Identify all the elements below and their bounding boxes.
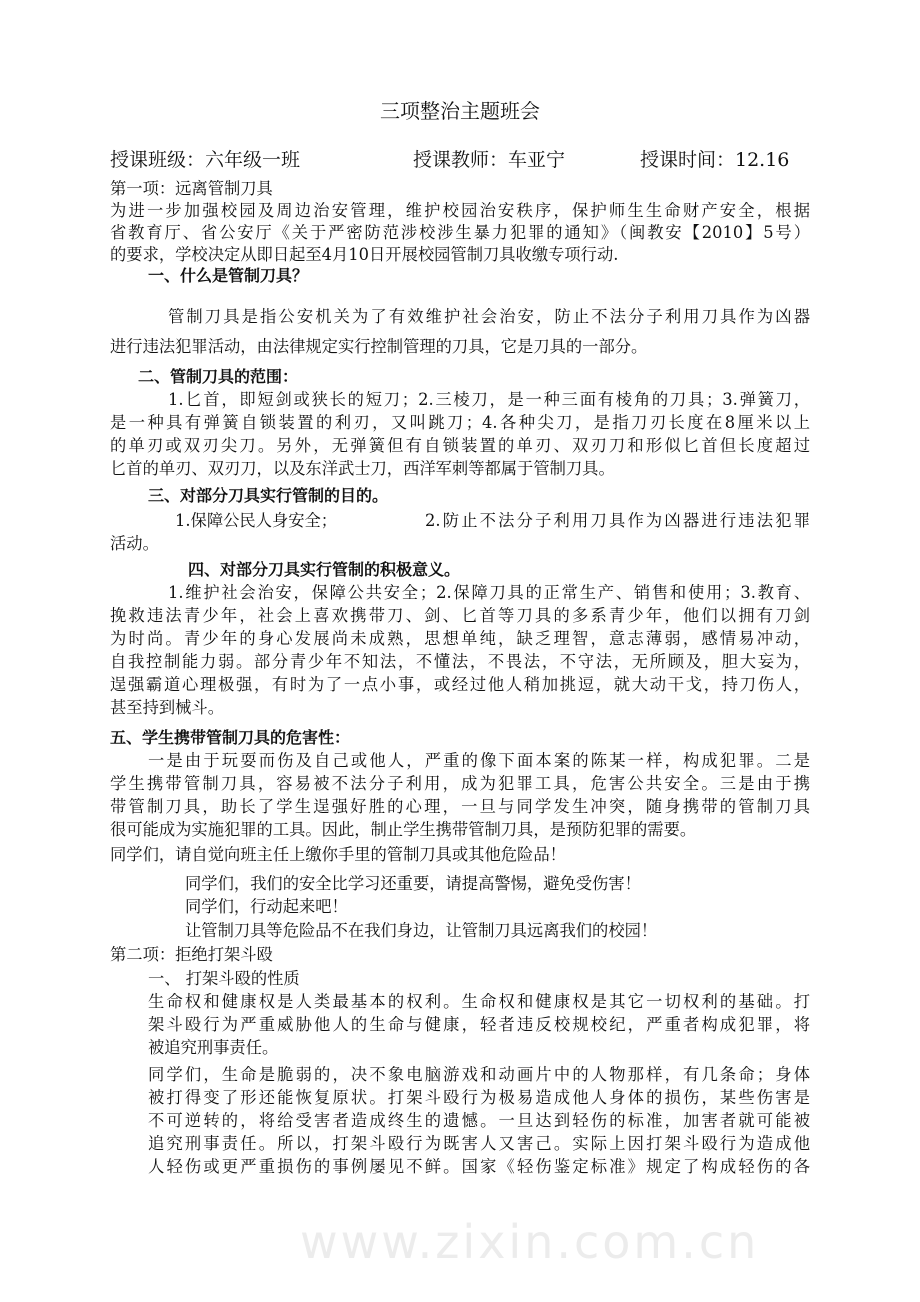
section-heading: 三、对部分刀具实行管制的目的。 xyxy=(148,486,389,505)
text-line: 一是由于玩耍而伤及自己或他人，严重的像下面本案的陈某一样，构成犯罪。二是 xyxy=(148,751,810,770)
text-line: 学生携带管制刀具，容易被不法分子利用，成为犯罪工具，危害公共安全。三是由于携 xyxy=(110,774,810,793)
teacher-info: 授课教师：车亚宁 xyxy=(413,149,566,171)
text-line: 挽救违法青少年，社会上喜欢携带刀、剑、匕首等刀具的多系青少年，他们以拥有刀剑 xyxy=(110,606,810,625)
text-line: 同学们，生命是脆弱的，决不象电脑游戏和动画片中的人物那样，有几条命；身体 xyxy=(148,1065,810,1084)
text-line: 被追究刑事责任。 xyxy=(148,1038,279,1057)
text-line: 人轻伤或更严重损伤的事例屡见不鲜。国家《轻伤鉴定标准》规定了构成轻伤的各 xyxy=(148,1157,810,1176)
text-line: 同学们，行动起来吧！ xyxy=(185,897,348,916)
text-line: 一、 打架斗殴的性质 xyxy=(148,969,300,988)
text-line: 活动。 xyxy=(110,534,159,553)
section-heading: 二、管制刀具的范围： xyxy=(138,367,299,386)
text-line: 不可逆转的，将给受害者造成终生的遗憾。一旦达到轻伤的标准，加害者就可能被 xyxy=(148,1111,810,1130)
text-line: 追究刑事责任。所以，打架斗殴行为既害人又害己。实际上因打架斗殴行为造成他 xyxy=(148,1134,810,1153)
text-line: 带管制刀具，助长了学生逞强好胜的心理，一旦与同学发生冲突，随身携带的管制刀具 xyxy=(110,797,810,816)
text-line: 很可能成为实施犯罪的工具。因此，制止学生携带管制刀具，是预防犯罪的需要。 xyxy=(110,820,697,839)
text-line: 同学们，我们的安全比学习还重要，请提高警惕，避免受伤害！ xyxy=(185,874,641,893)
class-info: 授课班级：六年级一班 xyxy=(110,149,301,171)
text-line: 为时尚。青少年的身心发展尚未成熟，思想单纯，缺乏理智，意志薄弱，感情易冲动， xyxy=(110,629,810,648)
text-line: 自我控制能力弱。部分青少年不知法，不懂法，不畏法，不守法，无所顾及，胆大妄为， xyxy=(110,652,810,671)
text-line: 同学们，请自觉向班主任上缴你手里的管制刀具或其他危险品！ xyxy=(110,845,566,864)
text-line: 被打得变了形还能恢复原状。打架斗殴行为极易造成他人身体的损伤，某些伤害是 xyxy=(148,1088,810,1107)
text-line: 1.保障公民人身安全； xyxy=(175,511,338,530)
section-heading: 五、学生携带管制刀具的危害性： xyxy=(110,728,351,747)
text-line: 管制刀具是指公安机关为了有效维护社会治安，防止不法分子利用刀具作为凶器 xyxy=(168,307,810,326)
text-line: 是一种具有弹簧自锁装置的利刃，又叫跳刀；4.各种尖刀，是指刀刃长度在8厘米以上 xyxy=(110,413,810,432)
text-line: 的要求，学校决定从即日起至4月10日开展校园管制刀具收缴专项行动. xyxy=(110,245,619,264)
text-line: 让管制刀具等危险品不在我们身边，让管制刀具远离我们的校园！ xyxy=(185,921,658,940)
text-line: 甚至持到械斗。 xyxy=(110,698,224,717)
text-line: 匕首的单刃、双刃刀，以及东洋武士刀，西洋军刺等都属于管制刀具。 xyxy=(110,459,615,478)
text-line: 为进一步加强校园及周边治安管理，维护校园治安秩序，保护师生生命财产安全，根据 xyxy=(110,201,810,220)
watermark: www.zixin.com.cn xyxy=(300,1215,760,1269)
text-line: 架斗殴行为严重威胁他人的生命与健康，轻者违反校规校纪，严重者构成犯罪，将 xyxy=(148,1015,810,1034)
document-title: 三项整治主题班会 xyxy=(380,99,540,123)
text-line: 省教育厅、省公安厅《关于严密防范涉校涉生暴力犯罪的通知》（闽教安【2010】5号） xyxy=(110,223,810,242)
text-line: 进行违法犯罪活动，由法律规定实行控制管理的刀具，它是刀具的一部分。 xyxy=(110,337,648,356)
text-line: 逞强霸道心理极强，有时为了一点小事，或经过他人稍加挑逗，就大动干戈，持刀伤人， xyxy=(110,675,810,694)
time-info: 授课时间：12.16 xyxy=(640,149,790,171)
text-line: 第一项：远离管制刀具 xyxy=(110,179,273,198)
text-line: 1.匕首，即短剑或狭长的短刀；2.三棱刀，是一种三面有棱角的刀具；3.弹簧刀， xyxy=(168,390,810,409)
section-heading: 四、对部分刀具实行管制的积极意义。 xyxy=(188,560,461,579)
text-line: 2.防止不法分子利用刀具作为凶器进行违法犯罪 xyxy=(425,511,810,530)
text-line: 第二项：拒绝打架斗殴 xyxy=(110,945,273,964)
text-line: 1.维护社会治安，保障公共安全；2.保障刀具的正常生产、销售和使用；3.教育、 xyxy=(168,583,810,602)
text-line: 生命权和健康权是人类最基本的权利。生命权和健康权是其它一切权利的基础。打 xyxy=(148,992,810,1011)
text-line: 的单刃或双刃尖刀。另外，无弹簧但有自锁装置的单刃、双刃刀和形似匕首但长度超过 xyxy=(110,436,810,455)
section-heading: 一、什么是管制刀具？ xyxy=(148,266,309,285)
